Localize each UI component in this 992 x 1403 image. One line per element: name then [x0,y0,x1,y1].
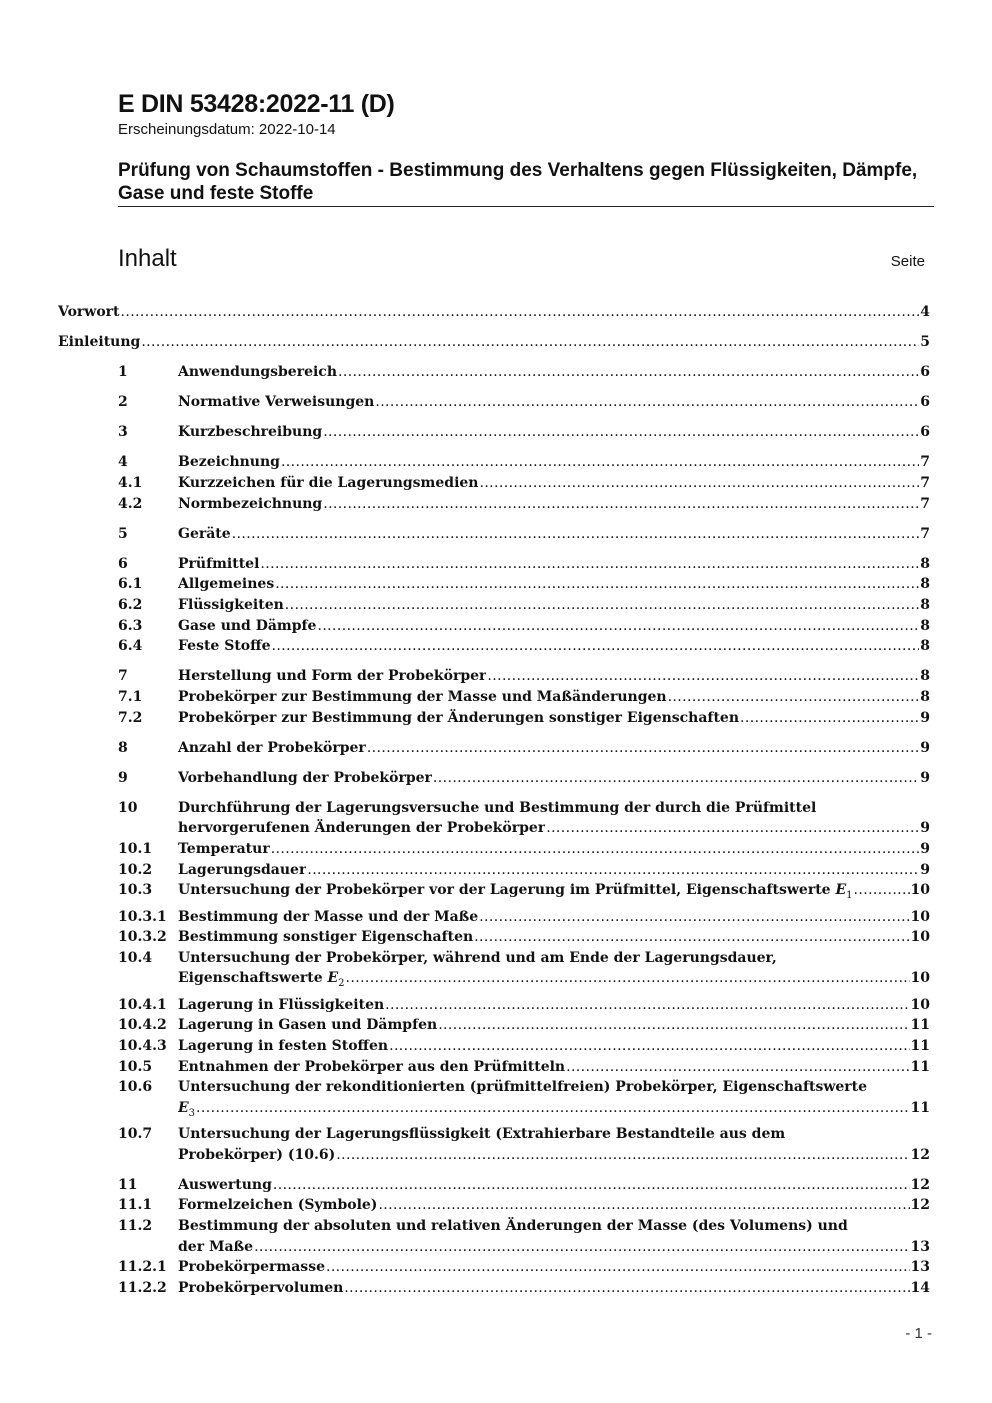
toc-entry-number: 11.2.2 [118,1279,167,1296]
toc-entry-title: Lagerung in festen Stoffen [178,1037,389,1054]
toc-entry-subscript: 1 [846,889,853,901]
toc-entry[interactable] [118,362,930,383]
toc-entry-title-continued: Probekörper) (10.6) [178,1146,336,1163]
toc-entry-title: Formelzeichen (Symbole) [178,1197,378,1214]
toc-entry-title: Bestimmung sonstiger Eigenschaften [178,929,474,946]
toc-entry[interactable] [118,422,930,443]
toc-entry-page: 6 [920,364,930,381]
toc-entry-title: Normative Verweisungen [178,394,375,411]
toc-entry-number: 11.2 [118,1217,153,1234]
toc-entry-page: 11 [910,1099,930,1116]
toc-dot-leader [487,666,919,687]
toc-entry-page: 13 [910,1259,930,1276]
toc-entry-title: Untersuchung der rekonditionierten (prüfmittelfreien) Probekörper, Eigenschaftswerte [178,1079,868,1096]
toc-entry[interactable] [118,708,930,729]
toc-entry-number: 6 [118,555,128,572]
toc-entry-number: 10.3.1 [118,908,167,925]
toc-entry-page: 6 [920,424,930,441]
toc-dot-leader [323,494,919,515]
toc-entry[interactable] [118,554,930,575]
toc-entry[interactable] [58,302,930,323]
toc-entry-subscript: 3 [188,1107,196,1119]
toc-entry-subscript: 2 [338,978,345,990]
toc-dot-leader [566,1057,909,1078]
toc-entry-title: Temperatur [178,840,270,857]
toc-entry-page: 7 [920,475,930,492]
toc-entry[interactable] [118,860,930,881]
toc-entry-page: 9 [920,739,930,756]
toc-entry-number: 6.1 [118,576,143,593]
toc-dot-leader [323,422,919,443]
toc-entry-page: 8 [920,576,930,593]
toc-dot-leader [336,1145,909,1166]
toc-entry[interactable] [118,524,930,545]
toc-entry-page: 11 [910,1017,930,1034]
toc-dot-leader [285,595,919,616]
toc-entry[interactable] [118,595,930,616]
toc-entry-number: 4.2 [118,495,143,512]
toc-dot-leader [378,1195,909,1216]
toc-entry-title-continued: hervorgerufenen Änderungen der Probekörper [178,820,546,837]
toc-entry[interactable] [118,494,930,515]
toc-entry[interactable] [118,473,930,494]
toc-dot-leader [271,839,920,860]
toc-entry-variable: E [327,970,339,987]
toc-entry-title: Anwendungsbereich [178,364,337,381]
toc-entry-title: Vorwort [58,304,120,320]
toc-dot-leader [479,473,919,494]
toc-entry-title: Untersuchung der Lagerungsflüssigkeit (Extrahierbare Bestandteile aus dem [178,1126,786,1143]
toc-entry-page: 4 [920,304,930,320]
toc-entry-page: 8 [920,638,930,655]
toc-entry[interactable] [118,392,930,413]
toc-entry-title: Allgemeines [178,576,275,593]
toc-entry-title: Probekörpervolumen [178,1279,344,1296]
toc-dot-leader [546,818,919,839]
toc-entry-title-continued: der Maße [178,1238,254,1255]
toc-entry[interactable] [118,452,930,473]
toc-dot-leader [281,452,919,473]
toc-entry-title: Kurzbeschreibung [178,424,323,441]
toc-dot-leader [479,907,909,928]
toc-entry-number: 10.6 [118,1079,153,1096]
toc-entry-number: 7 [118,668,128,685]
toc-entry[interactable] [118,574,930,595]
toc-entry-title: Gase und Dämpfe [178,617,317,634]
toc-entry-page: 9 [920,820,930,837]
toc-entry[interactable] [118,839,930,860]
page-number: - 1 - [905,1325,932,1342]
toc-entry-title: Durchführung der Lagerungsversuche und Bestimmung der durch die Prüfmittel [178,799,817,816]
toc-dot-leader [389,1036,909,1057]
toc-dot-leader [275,574,919,595]
toc-dot-leader [367,738,919,759]
toc-dot-leader [260,554,919,575]
toc-entry[interactable] [118,880,930,906]
toc-entry-title-continued: Eigenschaftswerte [178,970,323,987]
toc-entry-number: 10.5 [118,1058,153,1075]
toc-entry-title: Flüssigkeiten [178,597,284,614]
title-divider [118,206,934,207]
toc-entry-page: 10 [910,908,930,925]
toc-entry[interactable] [118,907,930,928]
toc-entry-page: 8 [920,555,930,572]
toc-entry-page: 12 [910,1176,930,1193]
toc-entry-title: Anzahl der Probekörper [178,739,366,756]
toc-entry-title: Probekörper zur Bestimmung der Änderungen sonstiger Eigenschaften [178,709,740,726]
toc-entry-page: 8 [920,617,930,634]
toc-entry-title: Vorbehandlung der Probekörper [178,769,432,786]
toc-entry-page: 12 [910,1197,930,1214]
toc-entry-page: 11 [910,1037,930,1054]
toc-entry-number: 8 [118,739,128,756]
toc-entry-page: 12 [910,1146,930,1163]
toc-entry-page: 7 [920,454,930,471]
toc-dot-leader [385,995,909,1016]
toc-dot-leader [196,1098,909,1119]
toc-entry-page: 10 [910,970,930,987]
document-id: E DIN 53428:2022-11 (D) [118,90,395,118]
toc-entry-title: Prüfmittel [178,555,260,572]
toc-entry[interactable] [118,1124,930,1165]
toc-dot-leader [254,1237,909,1258]
toc-entry[interactable] [118,1057,930,1078]
toc-entry-title: Lagerungsdauer [178,861,307,878]
toc-entry-page: 10 [910,929,930,946]
toc-entry[interactable] [118,1175,930,1196]
toc-dot-leader [438,1015,909,1036]
toc-entry-title: Bezeichnung [178,454,280,471]
toc-entry[interactable] [118,1036,930,1057]
toc-entry[interactable] [118,1015,930,1036]
toc-entry-title: Feste Stoffe [178,638,271,655]
toc-entry-page: 9 [920,709,930,726]
toc-dot-leader [326,1257,910,1278]
toc-dot-leader [273,1175,910,1196]
toc-entry-title: Normbezeichnung [178,495,323,512]
toc-dot-leader [344,1278,909,1299]
toc-entry-number: 11 [118,1176,138,1193]
toc-dot-leader [272,636,920,657]
toc-entry-page: 9 [920,769,930,786]
toc-entry-title: Lagerung in Gasen und Dämpfen [178,1017,438,1034]
toc-entry[interactable] [118,768,930,789]
toc-dot-leader [375,392,919,413]
toc-entry-title: Einleitung [58,334,141,351]
toc-entry-number: 3 [118,424,128,441]
toc-entry-page: 8 [920,688,930,705]
toc-entry[interactable] [118,666,930,687]
toc-entry-page: 9 [920,861,930,878]
toc-entry[interactable] [58,332,930,353]
toc-entry-title: Auswertung [178,1176,272,1193]
toc-entry-title: Probekörpermasse [178,1259,325,1276]
toc-entry-number: 2 [118,394,128,411]
toc-entry[interactable] [118,616,930,637]
toc-dot-leader [433,768,919,789]
document-title: Prüfung von Schaumstoffen - Bestimmung des Verhaltens gegen Flüssigkeiten, Dämpfe, Gase und feste Stoffe [118,160,918,204]
toc-entry[interactable] [118,798,930,839]
toc-dot-leader [141,332,919,353]
toc-entry[interactable] [118,687,930,708]
toc-entry-title: Bestimmung der absoluten und relativen Änderungen der Masse (des Volumens) und [178,1217,848,1234]
toc-entry-number: 10.4.3 [118,1037,167,1054]
toc-dot-leader [307,860,919,881]
toc-entry-variable: E [835,882,847,899]
toc-entry-title: Entnahmen der Probekörper aus den Prüfmitteln [178,1058,566,1075]
toc-entry[interactable] [118,927,930,948]
table-of-contents [58,302,930,1298]
toc-entry-number: 4 [118,454,128,471]
toc-entry-page: 7 [920,495,930,512]
toc-entry-number: 10.4 [118,949,153,966]
toc-entry-number: 9 [118,769,128,786]
toc-entry-page: 11 [910,1058,930,1075]
toc-entry-number: 6.2 [118,597,143,614]
toc-entry-number: 1 [118,364,128,381]
toc-entry-number: 6.4 [118,638,143,655]
toc-entry-title: Probekörper zur Bestimmung der Masse und Maßänderungen [178,688,667,705]
toc-dot-leader [317,616,919,637]
toc-entry-page: 10 [910,996,930,1013]
toc-entry-number: 11.2.1 [118,1259,167,1276]
toc-entry-number: 10.2 [118,861,153,878]
toc-entry-title: Untersuchung der Probekörper vor der Lagerung im Prüfmittel, Eigenschaftswerte [178,882,831,899]
page-column-label: Seite [890,253,925,270]
toc-entry-page: 13 [910,1238,930,1255]
toc-entry-page: 10 [910,882,930,899]
toc-entry-title: Kurzzeichen für die Lagerungsmedien [178,475,479,492]
toc-entry-title: Geräte [178,525,231,542]
toc-entry-number: 10.4.1 [118,996,167,1013]
toc-entry-page: 6 [920,394,930,411]
toc-entry-number: 4.1 [118,475,143,492]
toc-entry-number: 10.4.2 [118,1017,167,1034]
toc-dot-leader [854,880,910,901]
toc-entry-page: 8 [920,668,930,685]
toc-entry-page: 14 [910,1279,930,1296]
toc-dot-leader [474,927,909,948]
toc-entry-title: Untersuchung der Probekörper, während und am Ende der Lagerungsdauer, [178,949,777,966]
toc-entry[interactable] [118,995,930,1016]
toc-entry-page: 8 [920,597,930,614]
toc-entry-number: 10.3.2 [118,929,167,946]
toc-entry[interactable] [118,1195,930,1216]
toc-entry-number: 7.1 [118,688,143,705]
toc-dot-leader [121,302,920,323]
publication-date: Erscheinungsdatum: 2022-10-14 [118,121,336,138]
toc-entry[interactable] [118,738,930,759]
toc-entry-page: 7 [920,525,930,542]
toc-entry-title: Lagerung in Flüssigkeiten [178,996,385,1013]
toc-entry[interactable] [118,1278,930,1299]
toc-entry-number: 5 [118,525,128,542]
toc-entry[interactable] [118,948,930,995]
toc-dot-leader [668,687,920,708]
toc-entry-title: Herstellung und Form der Probekörper [178,668,487,685]
toc-entry[interactable] [118,1077,930,1124]
toc-entry-number: 10.3 [118,882,153,899]
toc-dot-leader [338,362,919,383]
toc-entry[interactable] [118,1216,930,1257]
toc-entry-variable: E [178,1099,189,1116]
toc-entry-number: 7.2 [118,709,143,726]
toc-entry-number: 11.1 [118,1197,153,1214]
toc-entry-number: 10 [118,799,138,816]
toc-entry[interactable] [118,1257,930,1278]
toc-entry-number: 6.3 [118,617,143,634]
toc-dot-leader [346,968,910,989]
toc-entry[interactable] [118,636,930,657]
toc-entry-page: 5 [920,334,930,351]
toc-entry-number: 10.7 [118,1126,153,1143]
toc-dot-leader [740,708,919,729]
contents-heading: Inhalt [118,245,177,272]
toc-entry-title: Bestimmung der Masse und der Maße [178,908,479,925]
toc-dot-leader [232,524,920,545]
toc-entry-number: 10.1 [118,840,153,857]
toc-entry-page: 9 [920,840,930,857]
